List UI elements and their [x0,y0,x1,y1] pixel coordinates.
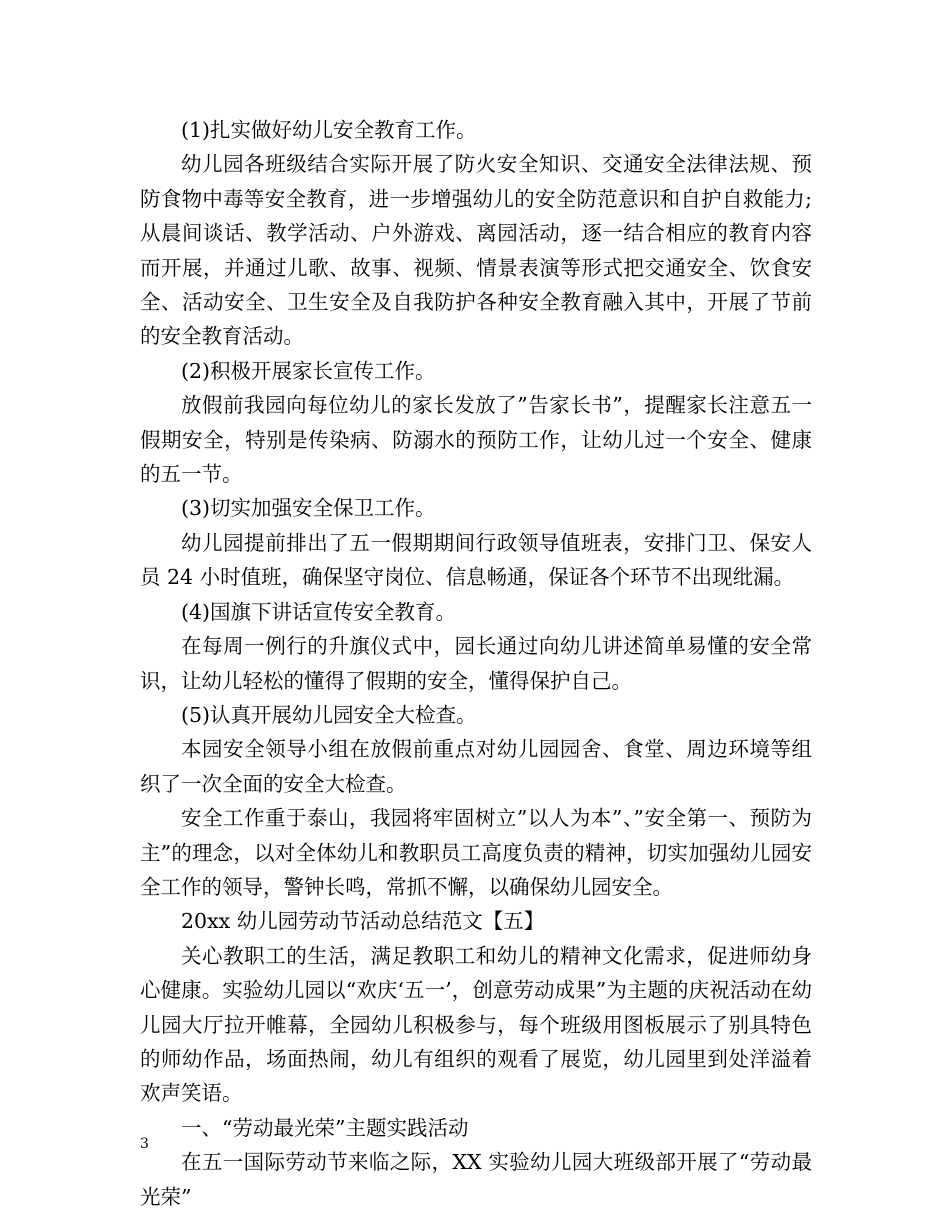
paragraph-parent-publicity: 放假前我园向每位幼儿的家长发放了”告家长书”，提醒家长注意五一假期安全，特别是传染病、防溺水的预防工作，让幼儿过一个安全、健康的五一节。 [140,393,812,487]
paragraph-safety-education: 幼儿园各班级结合实际开展了防火安全知识、交通安全法律法规、预防食物中毒等安全教育，进一步增强幼儿的安全防范意识和自护自救能力;从晨间谈话、教学活动、户外游戏、离园活动，逐一结合相应的教育内容而开展，并通过儿歌、故事、视频、情景表演等形式把交通安全、饮食安全、活动安全、卫生安全及自我防护各种安全教育融入其中，开展了节前的安全教育活动。 [140,152,812,349]
page-number: 3 [140,1136,149,1152]
heading-safety-education: (1)扎实做好幼儿安全教育工作。 [181,118,477,142]
document-body [140,113,812,1214]
paragraph-security-guard: 幼儿园提前排出了五一假期期间行政领导值班表，安排门卫、保安人员 24 小时值班，确保坚守岗位、信息畅通，保证各个环节不出现纰漏。 [140,530,812,590]
paragraph-flag-speech: 在每周一例行的升旗仪式中，园长通过向幼儿讲述简单易懂的安全常识，让幼儿轻松的懂得了假期的安全，懂得保护自己。 [140,634,812,693]
heading-flag-speech: (4)国旗下讲话宣传安全教育。 [181,599,457,624]
paragraph-safety-inspection: 本园安全领导小组在放假前重点对幼儿园园舍、食堂、周边环境等组织了一次全面的安全大检查。 [140,737,812,796]
heading-labor-activity: 一、“劳动最光荣”主题实践活动 [181,1115,469,1140]
heading-parent-publicity: (2)积极开展家长宣传工作。 [181,358,436,383]
paragraph-labor-activity: 在五一国际劳动节来临之际，XX 实验幼儿园大班级部开展了“劳动最光荣” [140,1150,812,1209]
paragraph-celebration: 关心教职工的生活，满足教职工和幼儿的精神文化需求，促进师幼身心健康。实验幼儿园以“欢庆‘五一’，创意劳动成果”为主题的庆祝活动在幼儿园大厅拉开帷幕，全园幼儿积极参与，每个班级用图板展示了别具特色的师幼作品，场面热闹，幼儿有组织的观看了展览，幼儿园里到处洋溢着欢声笑语。 [140,943,812,1106]
heading-safety-inspection: (5)认真开展幼儿园安全大检查。 [181,702,477,727]
paragraph-safety-summary: 安全工作重于泰山，我园将牢固树立”以人为本”、”安全第一、预防为主”的理念，以对全体幼儿和教职员工高度负责的精神，切实加强幼儿园安全工作的领导，警钟长鸣，常抓不懈，以确保幼儿园安全。 [140,806,812,899]
section-title-sample-five: 20xx 幼儿园劳动节活动总结范文【五】 [181,909,545,934]
heading-security-guard: (3)切实加强安全保卫工作。 [181,496,436,521]
